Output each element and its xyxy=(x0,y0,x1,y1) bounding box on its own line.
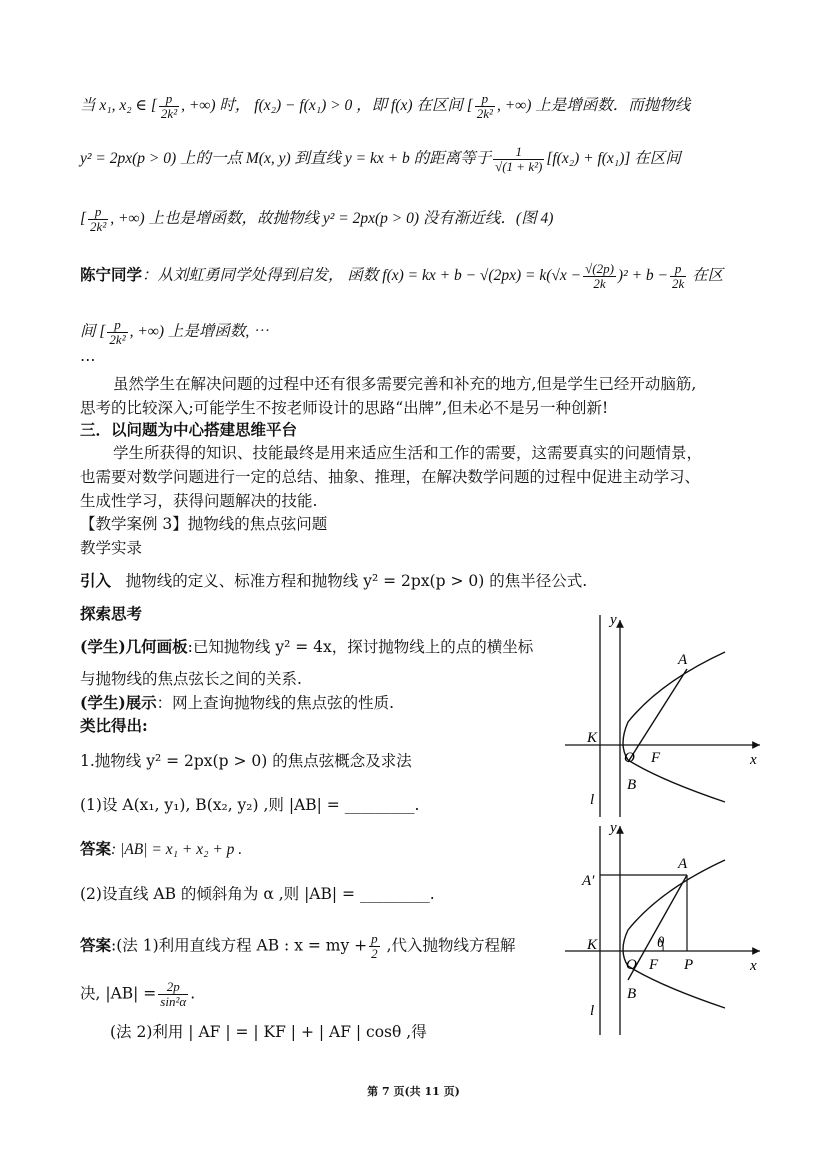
parabola-figure-2 xyxy=(560,820,770,1040)
paragraph-2-line-3: 生成性学习，获得问题解决的技能. xyxy=(80,492,318,510)
question-1-1: (1)设 A(x₁, y₁), B(x₂, y₂) ,则 |AB| = _________. xyxy=(80,796,420,814)
answer-2-line-1 xyxy=(80,932,516,961)
label-K: K xyxy=(587,937,598,953)
fraction: $\frac{2p}{\text{sin²α}}$ xyxy=(160,979,187,1009)
text-segment: , +∞) 上是增函数．而抛物线 xyxy=(496,97,691,115)
question-1-2: (2)设直线 AB 的倾斜角为 α ,则 |AB| = _________. xyxy=(80,885,435,903)
label-x: x xyxy=(750,958,757,974)
fraction: $\frac{1}{\text{√(1 + k²)}}$ xyxy=(495,144,543,174)
label-x: x xyxy=(750,752,757,768)
fraction: $\frac{p}{\text{2k²}}$ xyxy=(109,317,126,347)
label-B: B xyxy=(627,986,637,1002)
explore-heading: 探索思考 xyxy=(80,604,143,623)
label-y: y xyxy=(610,820,617,836)
student-name: 陈宁同学 xyxy=(80,267,143,285)
analogy-heading: 类比得出: xyxy=(80,716,148,735)
text-segment: 当 x₁, x₂ ∈ [ xyxy=(80,97,157,115)
text-segment: . xyxy=(190,984,196,1003)
section-heading: 三．以问题为中心搭建思维平台 xyxy=(80,420,298,439)
fraction: $\frac{p}{2k}$ xyxy=(672,261,685,291)
focal-chord xyxy=(628,669,687,762)
text-segment: ：网上查询抛物线的焦点弦的性质. xyxy=(156,694,395,712)
intro-line xyxy=(80,571,587,591)
parabola-curve xyxy=(623,652,725,802)
text-segment: [f(x₂) + f(x₁)] 在区间 xyxy=(546,150,681,168)
answer-label: 答案 xyxy=(80,935,112,955)
paragraph-2-line-2: 也需要对数学问题进行一定的总结、抽象、推理，在解决数学问题的过程中促进主动学习、 xyxy=(80,468,701,486)
fraction: $\frac{√(2p)}{2k}$ xyxy=(585,261,614,291)
text-line-5 xyxy=(80,318,269,347)
text-segment: , +∞) 上也是增函数，故抛物线 y² = 2px(p > 0) 没有渐近线．(图 4) xyxy=(110,210,554,228)
paragraph-1-line-1: 虽然学生在解决问题的过程中还有很多需要完善和补充的地方,但是学生已经开动脑筋, xyxy=(113,375,697,393)
record-title: 教学实录 xyxy=(80,539,143,557)
student-label: (学生)几何画板 xyxy=(80,637,188,656)
label-F: F xyxy=(651,750,661,766)
text-segment: y² = 2px(p > 0) 上的一点 M(x, y) 到直线 y = kx + b 的距离等于 xyxy=(80,150,492,168)
text-segment: , +∞) 时， f(x₂) − f(x₁) > 0 ，即 f(x) 在区间 [ xyxy=(181,97,473,115)
label-A-prime: A′ xyxy=(582,873,595,889)
label-P: P xyxy=(684,957,694,973)
label-K: K xyxy=(587,730,598,746)
paragraph-2-line-1: 学生所获得的知识、技能最终是用来适应生活和工作的需要，这需要真实的问题情景， xyxy=(113,444,703,462)
parabola-figure-1 xyxy=(560,612,770,822)
student-show-line xyxy=(80,693,394,713)
label-A: A xyxy=(678,652,688,668)
question-1: 1.抛物线 y² = 2px(p > 0) 的焦点弦概念及求法 xyxy=(80,752,412,770)
label-l: l xyxy=(590,1003,595,1019)
text-segment: :已知抛物线 y² = 4x，探讨抛物线上的点的横坐标 xyxy=(187,638,534,656)
label-B: B xyxy=(627,777,637,793)
text-segment: ,代入抛物线方程解 xyxy=(381,936,516,955)
label-l: l xyxy=(590,792,595,808)
student-geometry-line-2: 与抛物线的焦点弦长之间的关系. xyxy=(80,670,302,688)
text-segment: :(法 1)利用直线方程 AB : x = my + xyxy=(111,936,368,955)
text-line-4 xyxy=(80,262,723,291)
answer-2-line-2 xyxy=(80,980,195,1009)
text-line-3 xyxy=(80,205,553,234)
text-line-1 xyxy=(80,92,690,121)
student-geometry-line xyxy=(80,637,533,657)
text-segment: 间 [ xyxy=(80,323,106,341)
answer-1 xyxy=(80,839,242,860)
label-O: O xyxy=(624,750,635,766)
parabola-curve xyxy=(623,860,725,1008)
text-segment: , +∞) 上是增函数, ⋯ xyxy=(129,323,269,341)
ellipsis-line: ⋯ xyxy=(80,351,96,369)
answer-label: 答案 xyxy=(80,839,112,858)
label-O: O xyxy=(626,957,637,973)
intro-label: 引入 xyxy=(80,571,112,590)
fraction: $\frac{p}{\text{2k²}}$ xyxy=(160,91,178,121)
text-segment: )² + b − xyxy=(617,267,669,285)
fraction: $\frac{p}{\text{2k²}}$ xyxy=(90,204,107,234)
intro-text: 抛物线的定义、标准方程和抛物线 y² = 2px(p > 0) 的焦半径公式. xyxy=(125,572,588,590)
label-F: F xyxy=(649,957,659,973)
label-y: y xyxy=(610,612,617,628)
text-segment: ：从刘虹勇同学处得到启发， 函数 f(x) = kx + b − √(2px) = k(√x − xyxy=(142,267,582,285)
answer-text: : |AB| = x₁ + x₂ + p . xyxy=(111,841,243,858)
student-label: (学生)展示 xyxy=(80,693,157,712)
text-line-2 xyxy=(80,145,681,174)
text-segment: 决, |AB| = xyxy=(80,984,157,1003)
case-title: 【教学案例 3】抛物线的焦点弦问题 xyxy=(80,515,328,533)
paragraph-1-line-2: 思考的比较深入;可能学生不按老师设计的思路“出牌”,但未必不是另一种创新! xyxy=(80,399,609,417)
text-segment: 在区 xyxy=(688,267,724,285)
label-A: A xyxy=(678,856,688,872)
label-theta: θ xyxy=(657,935,665,951)
method-2-line: (法 2)利用 | AF | = | KF | + | AF | cosθ ,得 xyxy=(110,1023,427,1041)
text-segment: [ xyxy=(80,210,87,228)
fraction: $\frac{p}{2}$ xyxy=(371,931,378,961)
fraction: $\frac{p}{\text{2k²}}$ xyxy=(476,91,493,121)
page-footer: 第 7 页(共 11 页) xyxy=(367,1085,460,1098)
